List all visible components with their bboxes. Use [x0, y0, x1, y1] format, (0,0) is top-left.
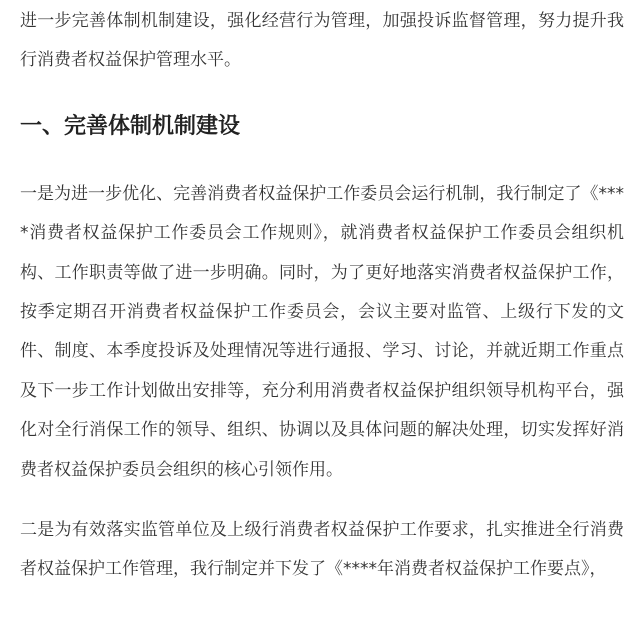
section-heading: 一、完善体制机制建设	[20, 113, 241, 139]
paragraph-1: 一是为进一步优化、完善消费者权益保护工作委员会运行机制，我行制定了《****消费者权益保护工作委员会工作规则》，就消费者权益保护工作委员会组织机构、工作职责等做了进一步明确。同时，为了更好地落实消费者权益保护工作，按季定期召开消费者权益保护工作委员会，会议主要对监管、上级行下发的文件、制度、本季度投诉及处理情况等进行通报、学习、讨论，并就近期工作重点及下一步工作计划做出安排等，充分利用消费者权益保护组织领导机构平台，强化对全行消保工作的领导、组织、协调以及具体问题的解决处理，切实发挥好消费者权益保护委员会组织的核心引领作用。	[20, 183, 624, 480]
intro-paragraph: 进一步完善体制机制建设，强化经营行为管理，加强投诉监督管理，努力提升我行消费者权益保护管理水平。	[20, 11, 624, 71]
article-body	[20, 2, 624, 590]
paragraph-2: 二是为有效落实监管单位及上级行消费者权益保护工作要求，扎实推进全行消费者权益保护工作管理，我行制定并下发了《****年消费者权益保护工作要点》，	[20, 520, 624, 580]
